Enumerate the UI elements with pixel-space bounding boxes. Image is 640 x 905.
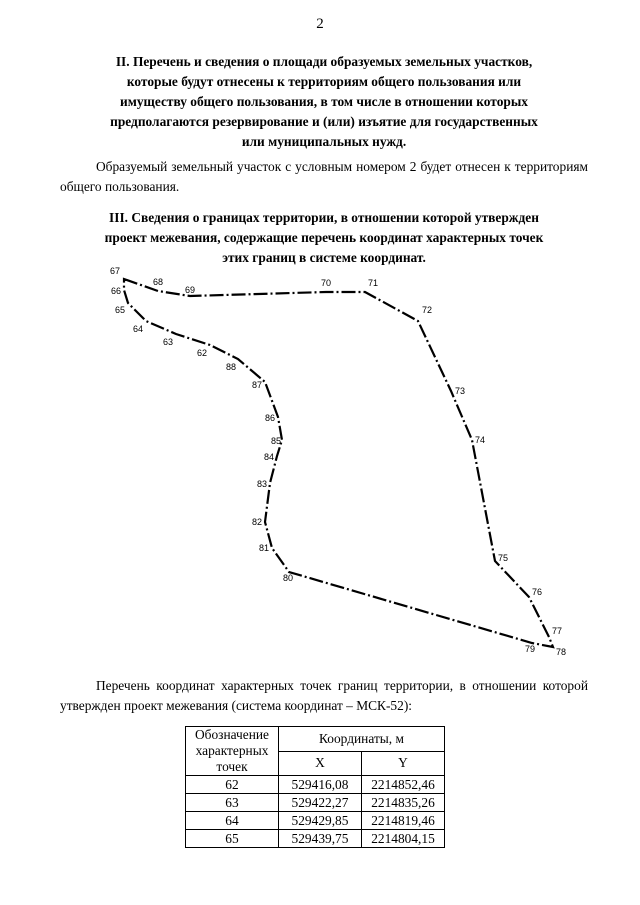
- section-2-line: II. Перечень и сведения о площади образуемых земельных участков,: [115, 54, 533, 69]
- x-cell: 529439,75: [279, 830, 362, 848]
- section-3-heading: [60, 208, 588, 268]
- point-label-70: 70: [320, 278, 332, 288]
- point-cell: 64: [186, 812, 279, 830]
- paragraph-line: территориям общего пользования.: [60, 159, 588, 194]
- point-label-62: 62: [196, 348, 207, 358]
- point-label-79: 79: [524, 644, 536, 654]
- point-cell: 65: [186, 830, 279, 848]
- section-2-heading: [60, 52, 588, 152]
- y-cell: 2214804,15: [362, 830, 445, 848]
- point-label-65: 65: [114, 305, 125, 315]
- paragraph-line: которой утвержден проект межевания (система координат – МСК-52):: [60, 678, 588, 713]
- section-3-line: проект межевания, содержащие перечень координат характерных точек: [104, 230, 544, 245]
- point-label-85: 85: [270, 436, 281, 446]
- section-2-line: которые будут отнесены к территориям общего пользования или: [126, 74, 522, 89]
- point-label-72: 72: [422, 305, 433, 315]
- point-label-75: 75: [498, 553, 509, 563]
- x-cell: 529416,08: [279, 776, 362, 794]
- x-header: X: [279, 751, 362, 776]
- point-label-76: 76: [532, 587, 543, 597]
- table-row: [186, 830, 445, 848]
- section-2-line: имуществу общего пользования, в том числе в отношении которых: [120, 94, 528, 109]
- y-header: Y: [362, 751, 445, 776]
- paragraph-line: Перечень координат характерных точек границ территории, в отношении: [96, 678, 537, 693]
- page-number: 2: [316, 16, 324, 32]
- point-label-71: 71: [368, 278, 379, 288]
- point-label-86: 86: [264, 413, 275, 423]
- boundary-plan: [100, 262, 580, 662]
- header-line: характерных: [195, 743, 269, 758]
- point-label-78: 78: [556, 647, 567, 657]
- point-label-84: 84: [263, 452, 274, 462]
- coordinates-header: Координаты, м: [279, 727, 445, 752]
- point-label-68: 68: [152, 277, 164, 287]
- point-label-87: 87: [251, 380, 262, 390]
- boundary-line: [124, 279, 553, 647]
- point-label-88: 88: [225, 362, 236, 372]
- point-label-74: 74: [475, 435, 486, 445]
- point-column-header: [186, 727, 279, 776]
- point-label-73: 73: [455, 386, 466, 396]
- y-cell: 2214835,26: [362, 794, 445, 812]
- point-label-80: 80: [282, 573, 294, 583]
- x-cell: 529429,85: [279, 812, 362, 830]
- point-label-64: 64: [132, 324, 143, 334]
- section-3-line: III. Сведения о границах территории, в отношении которой утвержден: [109, 210, 539, 225]
- point-label-69: 69: [184, 285, 196, 295]
- paragraph-line: Образуемый земельный участок с условным номером 2 будет отнесен к: [96, 159, 511, 174]
- header-line: Обозначение: [195, 727, 269, 742]
- section-2-line: предполагаются резервирование и (или) изъятие для государственных: [110, 114, 538, 129]
- point-cell: 63: [186, 794, 279, 812]
- plot-2-paragraph: [60, 157, 588, 197]
- coordinates-table: [185, 726, 445, 848]
- point-labels: [110, 266, 566, 657]
- point-label-77: 77: [552, 626, 563, 636]
- section-2-line: или муниципальных нужд.: [241, 134, 407, 149]
- point-label-83: 83: [256, 479, 267, 489]
- x-cell: 529422,27: [279, 794, 362, 812]
- table-row: [186, 812, 445, 830]
- point-cell: 62: [186, 776, 279, 794]
- y-cell: 2214819,46: [362, 812, 445, 830]
- section-3-line: этих границ в системе координат.: [222, 250, 426, 265]
- coordinates-intro-paragraph: [60, 676, 588, 716]
- point-label-67: 67: [109, 266, 120, 276]
- table-row: [186, 776, 445, 794]
- point-label-81: 81: [258, 543, 269, 553]
- point-label-63: 63: [162, 337, 173, 347]
- table-row: [186, 794, 445, 812]
- point-label-66: 66: [110, 286, 121, 296]
- point-label-82: 82: [251, 517, 262, 527]
- header-line: точек: [216, 759, 248, 774]
- y-cell: 2214852,46: [362, 776, 445, 794]
